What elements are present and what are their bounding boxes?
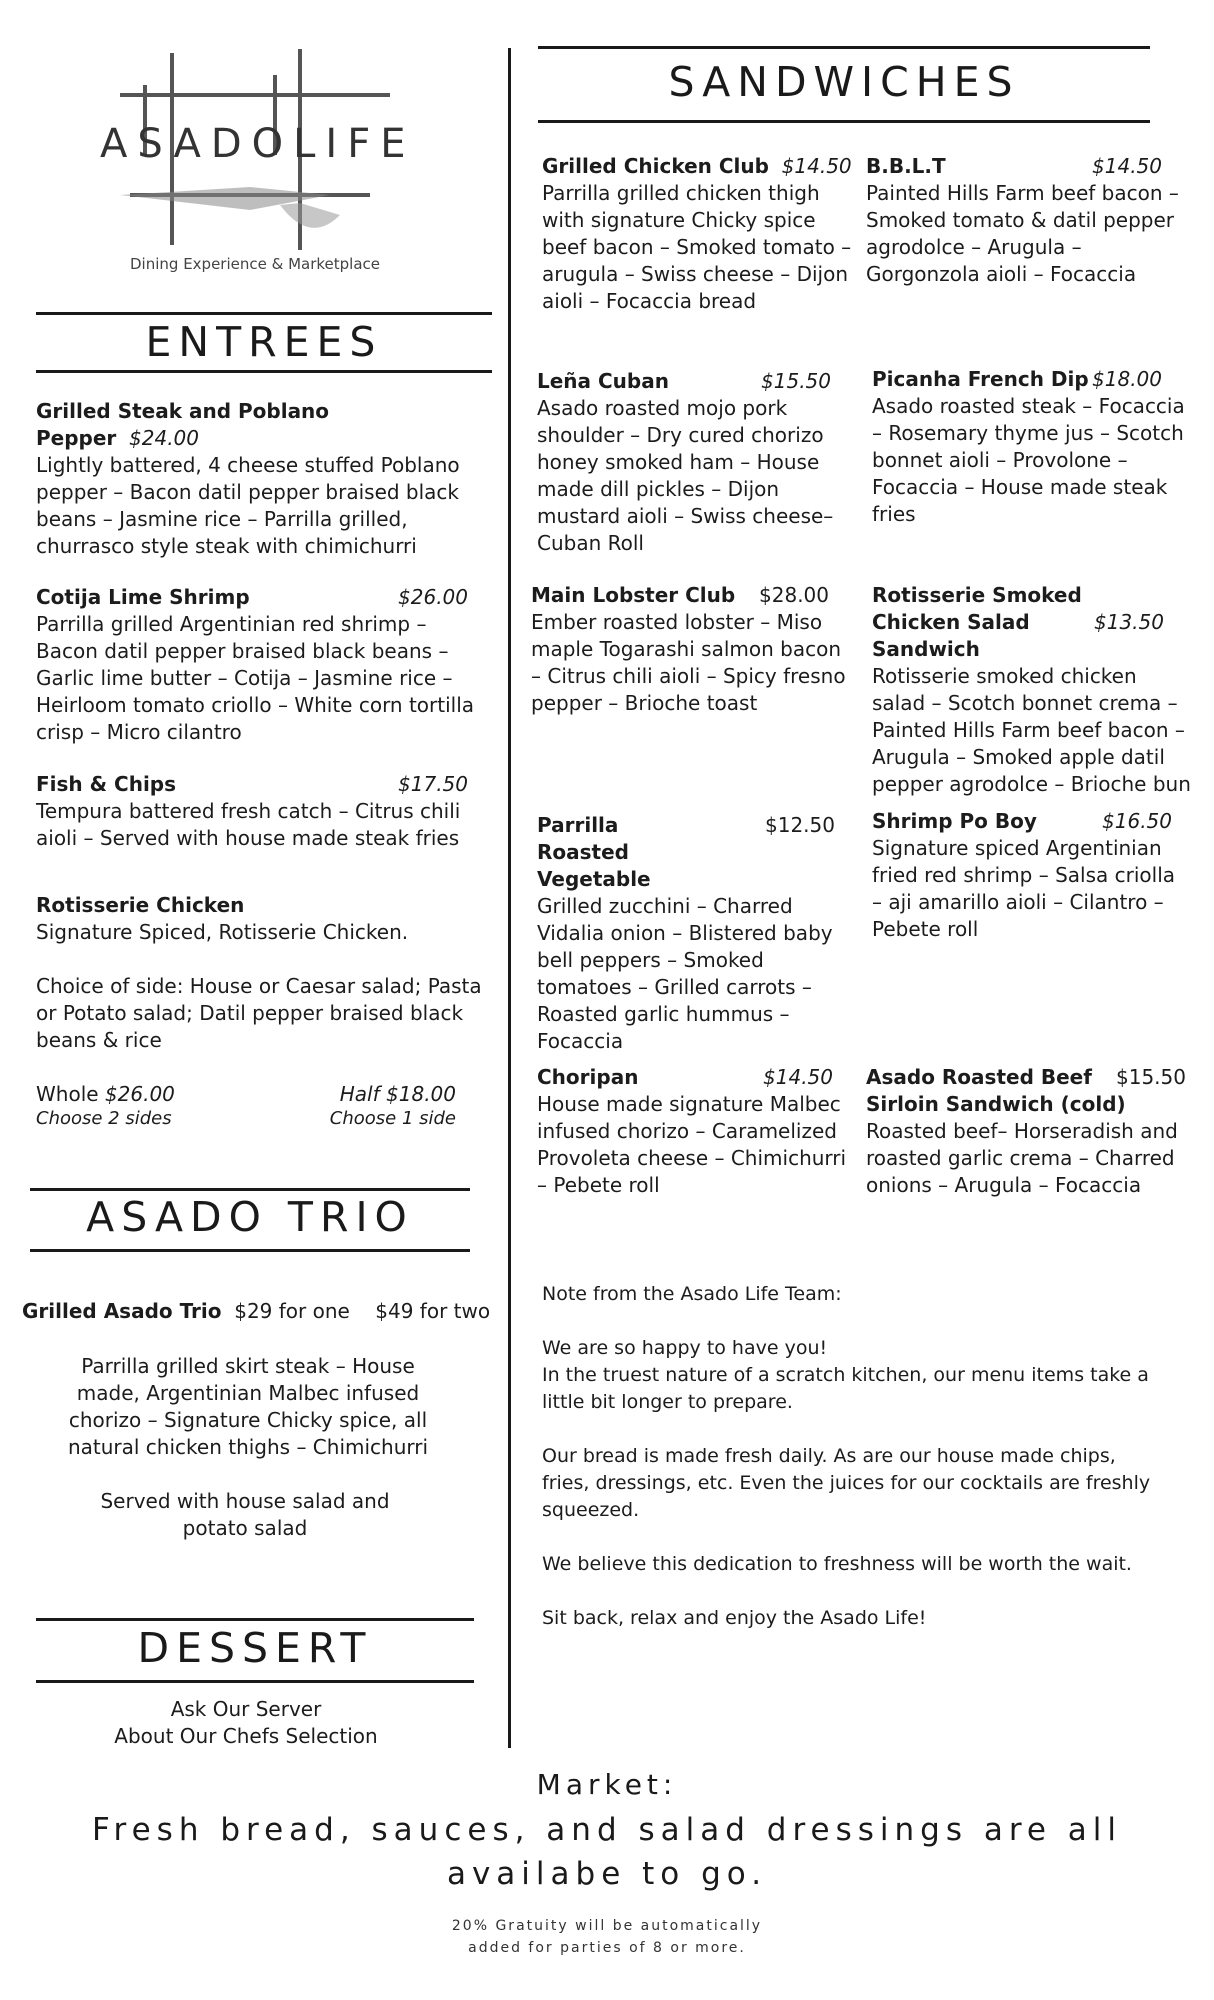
sandwich-name: Choripan — [537, 1065, 639, 1089]
sandwich-name: Shrimp Po Boy — [872, 809, 1037, 833]
market-line-2: availabe to go. — [446, 1856, 768, 1892]
gratuity-line-2: added for parties of 8 or more. — [468, 1940, 746, 1956]
logo — [100, 45, 416, 285]
half-label: Half — [339, 1082, 380, 1106]
sandwich-price: $14.50 — [1092, 154, 1162, 178]
sandwich-item — [537, 1064, 855, 1199]
whole-label: Whole — [36, 1082, 99, 1106]
entree-item — [36, 771, 491, 852]
dessert-line-2: About Our Chefs Selection — [114, 1724, 378, 1748]
sandwich-desc: Ember roasted lobster – Miso maple Togarashi salmon bacon – Citrus chili aioli – Spicy fresno pepper – Brioche toast — [531, 610, 846, 715]
asado-trio-rule-bottom — [30, 1249, 470, 1252]
half-note: Choose 1 side — [329, 1108, 456, 1129]
sandwiches-rule-top — [538, 46, 1150, 49]
sandwich-item — [872, 582, 1192, 798]
sandwich-price: $14.50 — [763, 1065, 833, 1089]
sandwich-desc: Signature spiced Argentinian fried red shrimp – Salsa criolla – aji amarillo aioli – Cilantro – Pebete roll — [872, 836, 1176, 941]
whole-note: Choose 2 sides — [36, 1108, 172, 1129]
sandwich-name: Leña Cuban — [537, 369, 669, 393]
team-note-p1: We are so happy to have you! — [542, 1337, 828, 1359]
entree-price: $24.00 — [129, 426, 199, 450]
entree-price: $17.50 — [398, 772, 468, 796]
sandwich-name: Picanha French Dip — [872, 367, 1089, 391]
team-note-p3: Our bread is made fresh daily. As are our house made chips, fries, dressings, etc. Even the juices for our cocktails are freshly squeezed. — [542, 1445, 1151, 1521]
sandwich-desc: Asado roasted steak – Focaccia – Rosemary thyme jus – Scotch bonnet aioli – Provolone – Focaccia – House made steak fries — [872, 394, 1185, 526]
sandwich-desc: Parrilla grilled chicken thigh with signature Chicky spice beef bacon – Smoked tomato – arugula – Swiss cheese – Dijon aioli – Focaccia bread — [542, 181, 852, 313]
asado-trio-price-one: $29 for one — [234, 1299, 350, 1323]
column-divider — [508, 48, 511, 1748]
half-price: $18.00 — [386, 1082, 456, 1106]
sandwich-price: $15.50 — [1116, 1065, 1186, 1089]
sandwich-price: $18.00 — [1092, 367, 1162, 391]
sandwich-price: $14.50 — [781, 154, 852, 178]
gratuity-line-1: 20% Gratuity will be automatically — [451, 1918, 763, 1934]
sandwich-name: Main Lobster Club — [531, 583, 736, 607]
asado-trio-served: Served with house salad and potato salad — [100, 1489, 390, 1540]
sandwich-name: Grilled Chicken Club — [542, 154, 769, 178]
sandwich-price: $28.00 — [759, 583, 829, 607]
sandwich-item — [537, 812, 837, 1055]
sandwich-desc: Rotisserie smoked chicken salad – Scotch bonnet crema – Painted Hills Farm beef bacon – Arugula – Smoked apple datil pepper agrodolce – Brioche bun — [872, 664, 1191, 796]
sandwich-item — [872, 808, 1190, 943]
team-note-p5: Sit back, relax and enjoy the Asado Life! — [542, 1607, 927, 1629]
entree-item — [36, 398, 491, 560]
sandwich-desc: House made signature Malbec infused chorizo – Caramelized Provoleta cheese – Chimichurri – Pebete roll — [537, 1092, 847, 1197]
sandwich-desc: Asado roasted mojo pork shoulder – Dry cured chorizo honey smoked ham – House made dill pickles – Dijon mustard aioli – Swiss cheese– Cuban Roll — [537, 396, 834, 555]
entree-name: Cotija Lime Shrimp — [36, 585, 250, 609]
whole-price: $26.00 — [104, 1082, 175, 1106]
asado-trio-name: Grilled Asado Trio — [22, 1299, 222, 1323]
dessert-line-1: Ask Our Server — [170, 1697, 322, 1721]
team-note — [542, 1281, 1162, 1659]
logo-tagline: Dining Experience & Marketplace — [130, 255, 380, 273]
sandwich-desc: Painted Hills Farm beef bacon – Smoked tomato & datil pepper agrodolce – Arugula – Gorgonzola aioli – Focaccia — [866, 181, 1179, 286]
team-note-p2: In the truest nature of a scratch kitchen, our menu items take a little bit longer to prepare. — [542, 1364, 1149, 1413]
sandwich-name: Parrilla Roasted Vegetable — [537, 813, 651, 891]
sandwich-desc: Roasted beef– Horseradish and roasted garlic crema – Charred onions – Arugula – Focaccia — [866, 1119, 1178, 1197]
market-line-1: Fresh bread, sauces, and salad dressings are all — [91, 1812, 1123, 1848]
asado-trio-heading: ASADO TRIO — [86, 1193, 414, 1241]
entrees-heading: ENTREES — [145, 318, 383, 366]
team-note-title: Note from the Asado Life Team: — [542, 1283, 842, 1305]
sandwich-price: $16.50 — [1102, 809, 1172, 833]
entree-name: Grilled Steak and Poblano Pepper — [36, 399, 330, 450]
entree-desc: Parrilla grilled Argentinian red shrimp – Bacon datil pepper braised black beans – Garlic lime butter – Cotija – Jasmine rice – Heirloom tomato criollo – White corn tortilla crisp – Micro cilantro — [36, 612, 475, 744]
entree-price: $26.00 — [398, 585, 468, 609]
rotisserie-desc: Signature Spiced, Rotisserie Chicken. — [36, 920, 409, 944]
sandwich-item — [866, 153, 1186, 288]
sandwich-name: Rotisserie Smoked Chicken Salad Sandwich — [872, 583, 1082, 661]
sandwiches-rule-bottom — [538, 120, 1150, 123]
entree-name: Fish & Chips — [36, 772, 177, 796]
market-title: Market: — [536, 1768, 678, 1801]
asado-trio-item — [22, 1298, 492, 1325]
sandwich-price: $15.50 — [761, 369, 831, 393]
logo-name: ASADOLIFE — [100, 121, 416, 167]
entrees-rule-top — [36, 312, 492, 315]
asado-trio-desc: Parrilla grilled skirt steak – House made, Argentinian Malbec infused chorizo – Signature Chicky spice, all natural chicken thighs – Chimichurri — [67, 1354, 429, 1459]
sandwich-item — [542, 153, 854, 315]
sandwich-item — [531, 582, 849, 717]
rotisserie-sides: Choice of side: House or Caesar salad; Pasta or Potato salad; Datil pepper braised black beans & rice — [36, 974, 482, 1052]
sandwich-name: B.B.L.T — [866, 154, 946, 178]
sandwich-desc: Grilled zucchini – Charred Vidalia onion – Blistered baby bell peppers – Smoked tomatoes – Grilled carrots – Roasted garlic hummus – Focaccia — [537, 894, 833, 1053]
sandwich-item — [872, 366, 1190, 528]
asado-trio-price-two: $49 for two — [375, 1299, 491, 1323]
entree-desc: Tempura battered fresh catch – Citrus chili aioli – Served with house made steak fries — [36, 799, 461, 850]
dessert-rule-top — [36, 1618, 474, 1621]
sandwiches-heading: SANDWICHES — [668, 58, 1020, 106]
sandwich-item — [537, 368, 857, 557]
sandwich-name: Asado Roasted Beef Sirloin Sandwich (cold) — [866, 1065, 1126, 1116]
entree-item — [36, 584, 491, 746]
rotisserie-item — [36, 892, 491, 1130]
dessert-rule-bottom — [36, 1680, 474, 1683]
rotisserie-name: Rotisserie Chicken — [36, 893, 245, 917]
asado-trio-rule-top — [30, 1188, 470, 1191]
entrees-rule-bottom — [36, 370, 492, 373]
dessert-heading: DESSERT — [137, 1624, 373, 1672]
sandwich-price: $12.50 — [765, 813, 835, 837]
entree-desc: Lightly battered, 4 cheese stuffed Poblano pepper – Bacon datil pepper braised black beans – Jasmine rice – Parrilla grilled, churrasco style steak with chimichurri — [36, 453, 460, 558]
team-note-p4: We believe this dedication to freshness will be worth the wait. — [542, 1553, 1132, 1575]
sandwich-price: $13.50 — [1094, 610, 1164, 634]
sandwich-item — [866, 1064, 1186, 1199]
